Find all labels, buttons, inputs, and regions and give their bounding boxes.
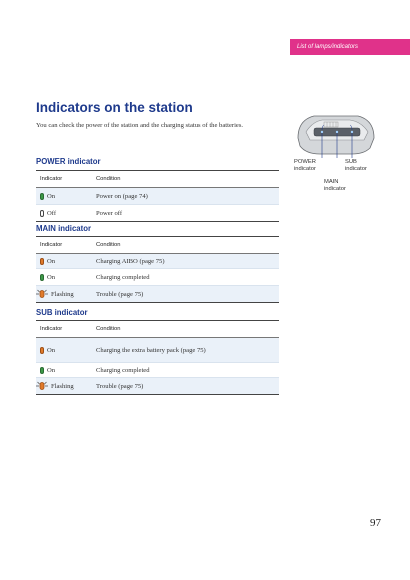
sub-indicator-callout: SUB indicator xyxy=(345,159,367,172)
station-illustration xyxy=(292,108,382,158)
table-row xyxy=(36,204,279,221)
indicator-state: On xyxy=(47,366,56,374)
column-condition-header: Condition xyxy=(96,176,121,182)
power-indicator-callout: POWER indicator xyxy=(294,159,316,172)
table-row xyxy=(36,188,279,204)
table-header xyxy=(36,237,279,254)
indicator-condition: Power off xyxy=(96,209,123,217)
station-diagram xyxy=(292,108,382,198)
indicator-state: Flashing xyxy=(51,290,74,298)
sub-indicator-table xyxy=(36,320,279,395)
column-indicator-header: Indicator xyxy=(40,242,63,248)
flashing-lamp-icon xyxy=(36,289,48,299)
table-row xyxy=(36,254,279,268)
section-header-tab: List of lamps/indicators xyxy=(290,39,410,55)
off-lamp-icon xyxy=(40,210,44,217)
table-row xyxy=(36,338,279,362)
table-header xyxy=(36,171,279,188)
indicator-condition: Charging AIBO (page 75) xyxy=(96,257,165,265)
table-row xyxy=(36,377,279,394)
main-indicator-heading: MAIN indicator xyxy=(36,224,92,233)
indicator-state: Off xyxy=(47,209,57,217)
main-indicator-table xyxy=(36,236,279,303)
main-indicator-callout: MAIN indicator xyxy=(324,179,346,192)
power-indicator-table xyxy=(36,170,279,222)
column-condition-header: Condition xyxy=(96,242,121,248)
column-condition-header: Condition xyxy=(96,326,121,332)
indicator-condition: Charging the extra battery pack (page 75) xyxy=(96,346,206,354)
indicator-condition: Charging completed xyxy=(96,273,150,281)
indicator-state: On xyxy=(47,273,56,281)
page-title: Indicators on the station xyxy=(36,100,193,115)
orange-lamp-icon xyxy=(40,347,44,354)
intro-text: You can check the power of the station and the charging status of the batteries. xyxy=(36,122,244,129)
page-number: 97 xyxy=(370,517,381,529)
green-lamp-icon xyxy=(40,367,44,374)
table-row xyxy=(36,268,279,285)
power-indicator-heading: POWER indicator xyxy=(36,157,101,166)
indicator-condition: Power on (page 74) xyxy=(96,192,148,200)
indicator-condition: Charging completed xyxy=(96,366,150,374)
column-indicator-header: Indicator xyxy=(40,176,63,182)
indicator-state: On xyxy=(47,257,56,265)
indicator-state: On xyxy=(47,192,56,200)
indicator-condition: Trouble (page 75) xyxy=(96,290,144,298)
table-row xyxy=(36,362,279,377)
sub-indicator-heading: SUB indicator xyxy=(36,308,88,317)
table-header xyxy=(36,321,279,338)
flashing-lamp-icon xyxy=(36,381,48,391)
orange-lamp-icon xyxy=(40,258,44,265)
green-lamp-icon xyxy=(40,193,44,200)
green-lamp-icon xyxy=(40,274,44,281)
indicator-state: On xyxy=(47,346,56,354)
indicator-state: Flashing xyxy=(51,382,74,390)
column-indicator-header: Indicator xyxy=(40,326,63,332)
indicator-condition: Trouble (page 75) xyxy=(96,382,144,390)
table-row xyxy=(36,285,279,302)
